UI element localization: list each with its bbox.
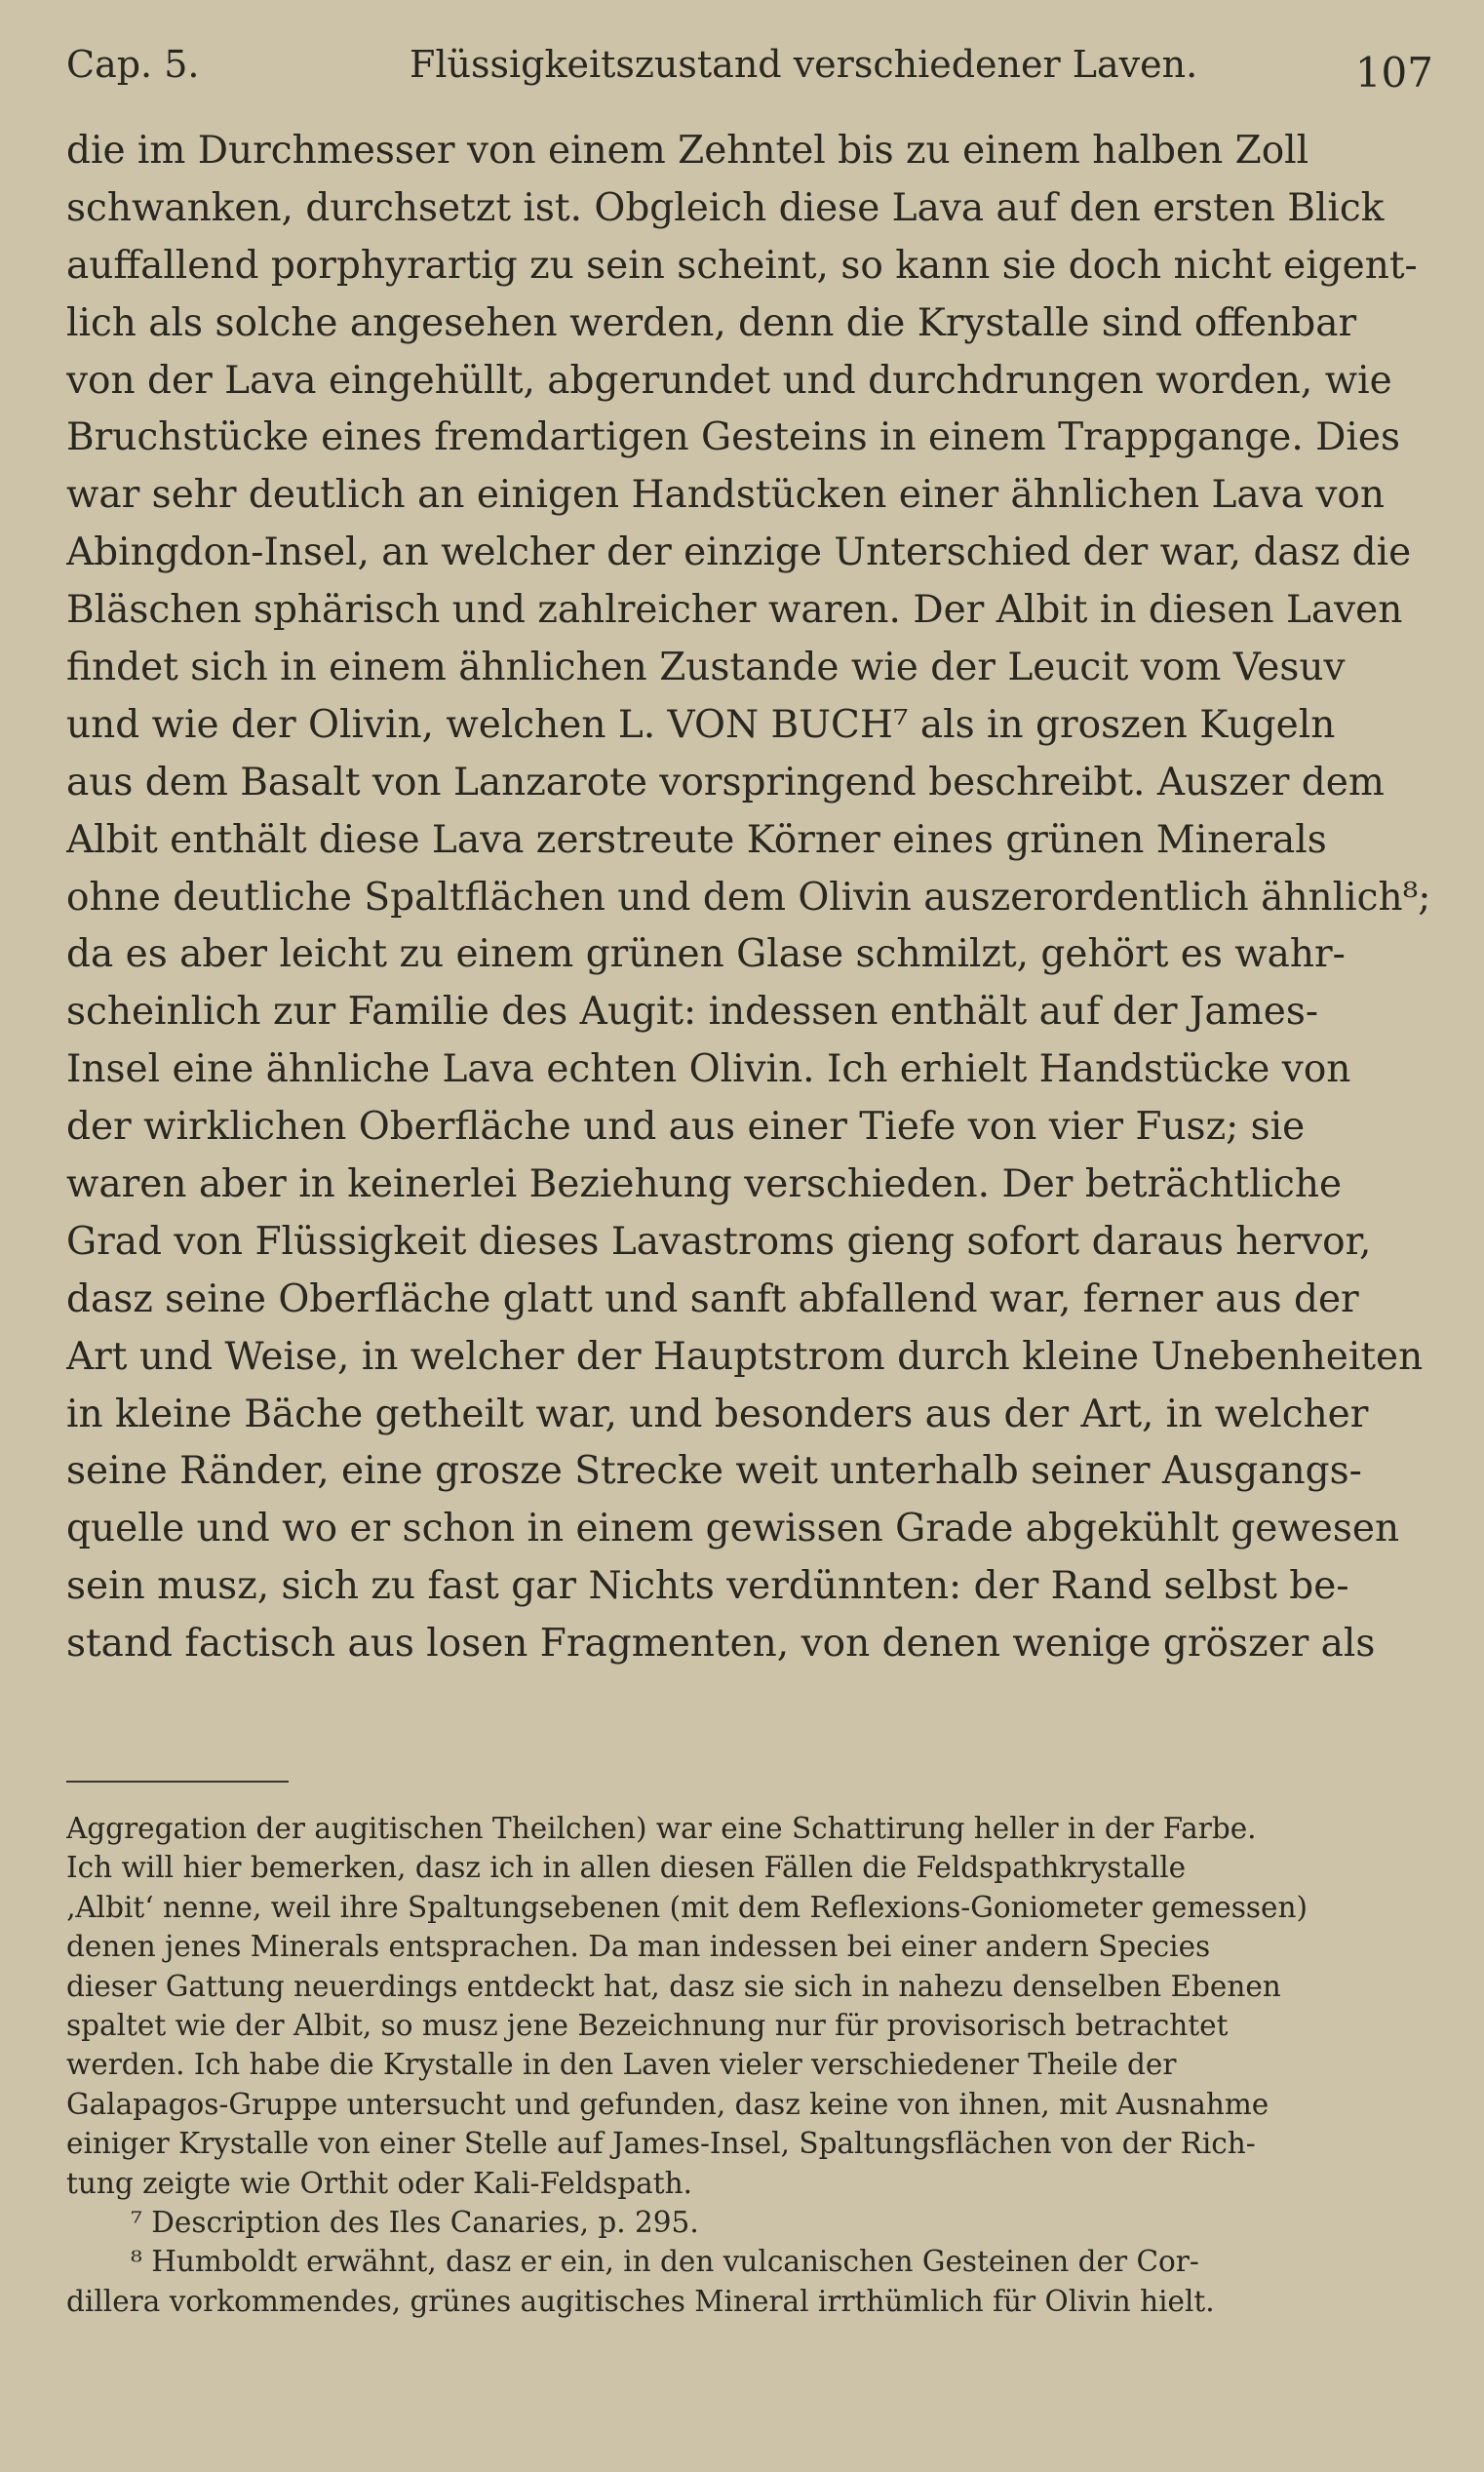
page-number: 107 [1354, 49, 1433, 97]
text-line: der wirklichen Oberfläche und aus einer Tiefe von vier Fusz; sie [66, 1105, 1306, 1150]
footnote-line: spaltet wie der Albit, so musz jene Bezeichnung nur für provisorisch betrachtet [66, 2008, 1229, 2042]
main-text [66, 123, 1433, 1673]
text-line: in kleine Bäche getheilt war, und besonders aus der Art, in welcher [66, 1392, 1369, 1436]
text-line: die im Durchmesser von einem Zehntel bis zu einem halben Zoll [66, 129, 1309, 173]
text-line: von der Lava eingehüllt, abgerundet und durchdrungen worden, wie [66, 358, 1392, 403]
footnote-line: tung zeigte wie Orthit oder Kali-Feldspath. [66, 2166, 692, 2200]
text-line: auffallend porphyrartig zu sein scheint, so kann sie doch nicht eigent- [66, 243, 1418, 288]
text-line: Grad von Flüssigkeit dieses Lavastroms gieng sofort daraus hervor, [66, 1219, 1372, 1264]
footnote-line: Galapagos-Gruppe untersucht und gefunden, dasz keine von ihnen, mit Ausnahme [66, 2087, 1269, 2121]
footnote-line: denen jenes Minerals entsprachen. Da man indessen bei einer andern Species [66, 1930, 1211, 1964]
footnote-rule [66, 1781, 289, 1783]
text-line: Abingdon-Insel, an welcher der einzige Unterschied der war, dasz die [66, 530, 1412, 575]
text-line: dasz seine Oberfläche glatt und sanft abfallend war, ferner aus der [66, 1276, 1359, 1321]
text-line: seine Ränder, eine grosze Strecke weit unterhalb seiner Ausgangs- [66, 1449, 1362, 1494]
footnotes [66, 1809, 1433, 2321]
footnote-8-continued: dillera vorkommendes, grünes augitisches Mineral irrthümlich für Olivin hielt. [66, 2284, 1215, 2318]
text-line: schwanken, durchsetzt ist. Obgleich diese Lava auf den ersten Blick [66, 185, 1385, 230]
text-line: findet sich in einem ähnlichen Zustande wie der Leucit vom Vesuv [66, 646, 1346, 690]
footnote-line: ‚Albit‘ nenne, weil ihre Spaltungsebenen (mit dem Reflexions-Goniometer gemessen) [66, 1890, 1308, 1924]
footnote-line: dieser Gattung neuerdings entdeckt hat, dasz sie sich in nahezu denselben Ebenen [66, 1969, 1281, 2003]
text-line: ohne deutliche Spaltflächen und dem Olivin auszerordentlich ähnlich⁸; [66, 875, 1431, 920]
running-header [66, 43, 1433, 101]
text-line: da es aber leicht zu einem grünen Glase schmilzt, gehört es wahr- [66, 932, 1346, 977]
footnote-line: Ich will hier bemerken, dasz ich in allen diesen Fällen die Feldspathkrystalle [66, 1851, 1187, 1885]
text-line: waren aber in keinerlei Beziehung verschieden. Der beträchtliche [66, 1162, 1343, 1207]
footnote-line: einiger Krystalle von einer Stelle auf James-Insel, Spaltungsflächen von der Rich- [66, 2127, 1256, 2161]
text-line: scheinlich zur Familie des Augit: indessen enthält auf der James- [66, 990, 1319, 1035]
footnote-line: Aggregation der augitischen Theilchen) war eine Schattirung heller in der Farbe. [66, 1812, 1257, 1845]
text-line: Albit enthält diese Lava zerstreute Körner eines grünen Minerals [66, 817, 1327, 862]
text-line: lich als solche angesehen werden, denn die Krystalle sind offenbar [66, 300, 1357, 345]
running-title: Flüssigkeitszustand verschiedener Laven. [410, 43, 1198, 86]
text-line: stand factisch aus losen Fragmenten, von denen wenige gröszer als [66, 1622, 1376, 1667]
text-line: Art und Weise, in welcher der Hauptstrom durch kleine Unebenheiten [66, 1334, 1424, 1379]
text-line: aus dem Basalt von Lanzarote vorspringend beschreibt. Auszer dem [66, 760, 1385, 804]
footnote-8: ⁸ Humboldt erwähnt, dasz er ein, in den vulcanischen Gesteinen der Cor- [131, 2245, 1199, 2279]
text-line: und wie der Olivin, welchen L. VON BUCH⁷ als in groszen Kugeln [66, 702, 1336, 747]
chapter-label: Cap. 5. [66, 43, 200, 86]
text-line: war sehr deutlich an einigen Handstücken einer ähnlichen Lava von [66, 473, 1385, 518]
text-line: Insel eine ähnliche Lava echten Olivin. Ich erhielt Handstücke von [66, 1047, 1351, 1092]
footnote-line: werden. Ich habe die Krystalle in den Laven vieler verschiedener Theile der [66, 2048, 1177, 2082]
text-line: quelle und wo er schon in einem gewissen Grade abgekühlt gewesen [66, 1507, 1400, 1551]
text-line: Bruchstücke eines fremdartigen Gesteins in einem Trappgange. Dies [66, 415, 1400, 460]
text-line: sein musz, sich zu fast gar Nichts verdünnten: der Rand selbst be- [66, 1564, 1349, 1609]
text-line: Bläschen sphärisch und zahlreicher waren. Der Albit in diesen Laven [66, 588, 1403, 633]
footnote-7: ⁷ Description des Iles Canaries, p. 295. [131, 2205, 699, 2239]
